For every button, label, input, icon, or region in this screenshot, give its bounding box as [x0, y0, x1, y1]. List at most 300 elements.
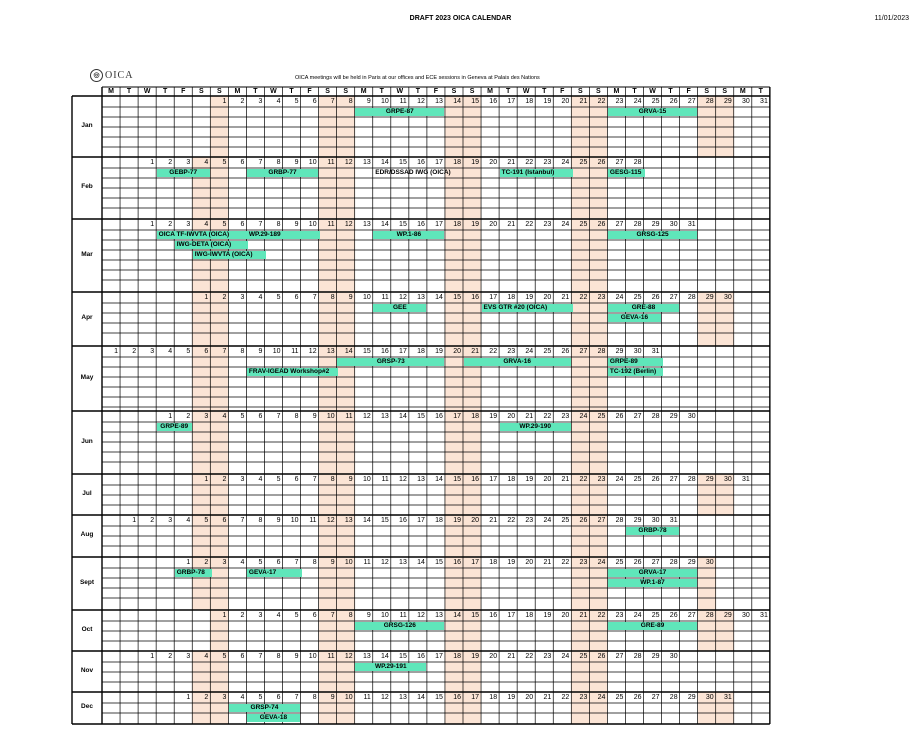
event-bar: WP.1-86 — [373, 231, 444, 239]
event-bar: EDR/DSSAD IWG (OICA) — [375, 168, 451, 176]
day-number: 9 — [348, 476, 353, 483]
weekday-header: F — [560, 88, 565, 95]
day-number: 11 — [363, 559, 371, 566]
day-number: 31 — [651, 348, 660, 355]
day-number: 24 — [579, 413, 588, 420]
day-number: 1 — [222, 98, 227, 105]
day-number: 10 — [272, 348, 281, 355]
month-label: May — [80, 373, 94, 381]
month-label: Oct — [81, 625, 93, 633]
day-number: 1 — [186, 559, 191, 566]
day-number: 27 — [597, 517, 606, 524]
day-number: 7 — [258, 221, 263, 228]
day-number: 5 — [222, 159, 227, 166]
weekday-header: F — [686, 88, 691, 95]
day-number: 11 — [327, 221, 335, 228]
day-number: 11 — [327, 159, 335, 166]
day-number: 2 — [150, 517, 155, 524]
day-number: 8 — [312, 559, 317, 566]
weekday-header: T — [163, 88, 168, 95]
day-number: 23 — [579, 694, 588, 701]
day-number: 21 — [489, 517, 498, 524]
day-number: 1 — [150, 221, 155, 228]
day-number: 22 — [543, 413, 552, 420]
day-number: 15 — [471, 98, 480, 105]
weekday-header: S — [343, 88, 348, 95]
day-number: 19 — [453, 517, 461, 524]
day-number: 25 — [615, 694, 624, 701]
day-number: 5 — [294, 98, 299, 105]
weekday-header: W — [270, 88, 277, 95]
day-number: 14 — [362, 517, 371, 524]
day-number: 26 — [579, 517, 588, 524]
day-number: 11 — [291, 348, 299, 355]
day-number: 2 — [168, 159, 173, 166]
day-number: 9 — [348, 294, 353, 301]
weekday-header: S — [722, 88, 728, 95]
day-number: 17 — [435, 159, 443, 166]
day-number: 2 — [186, 413, 191, 420]
day-number: 16 — [399, 517, 407, 524]
day-number: 10 — [290, 517, 299, 524]
day-number: 24 — [633, 98, 642, 105]
month-label: Jul — [82, 489, 92, 497]
day-number: 8 — [294, 413, 299, 420]
day-number: 12 — [344, 221, 353, 228]
day-number: 25 — [561, 517, 570, 524]
day-number: 22 — [507, 517, 516, 524]
day-number: 7 — [276, 413, 281, 420]
day-number: 9 — [366, 612, 371, 619]
day-number: 25 — [597, 413, 606, 420]
day-number: 9 — [276, 517, 281, 524]
day-number: 7 — [294, 694, 299, 701]
day-number: 20 — [525, 694, 534, 701]
day-number: 23 — [543, 159, 552, 166]
day-number: 19 — [525, 476, 534, 483]
day-number: 28 — [633, 221, 642, 228]
day-number: 29 — [651, 653, 660, 660]
day-number: 4 — [204, 653, 209, 660]
weekday-header: W — [143, 88, 151, 95]
day-number: 27 — [579, 348, 588, 355]
month-label: Nov — [80, 666, 94, 674]
day-number: 3 — [258, 612, 263, 619]
day-number: 4 — [276, 98, 281, 105]
day-number: 29 — [687, 694, 696, 701]
day-number: 19 — [489, 413, 498, 420]
event-bar: GEVA-16 — [608, 314, 661, 322]
day-number: 15 — [471, 612, 480, 619]
day-number: 5 — [294, 612, 299, 619]
event-bar: GRSP-73 — [337, 358, 444, 366]
day-number: 30 — [687, 413, 696, 420]
day-number: 31 — [760, 612, 768, 619]
day-number: 8 — [330, 476, 335, 483]
day-number: 14 — [381, 653, 389, 660]
day-number: 11 — [399, 98, 407, 105]
day-number: 23 — [597, 294, 606, 301]
day-number: 14 — [344, 348, 353, 355]
day-number: 8 — [276, 159, 281, 166]
day-number: 26 — [651, 294, 660, 301]
day-number: 26 — [561, 348, 570, 355]
day-number: 26 — [615, 413, 624, 420]
event-bar: GEVA-17 — [247, 569, 302, 577]
day-number: 12 — [381, 694, 389, 701]
day-number: 24 — [525, 348, 534, 355]
day-number: 2 — [168, 653, 173, 660]
day-number: 23 — [615, 612, 624, 619]
day-number: 12 — [362, 413, 371, 420]
day-number: 4 — [258, 294, 263, 301]
day-number: 1 — [114, 348, 119, 355]
day-number: 28 — [705, 612, 714, 619]
day-number: 18 — [453, 653, 461, 660]
day-number: 3 — [168, 517, 173, 524]
day-number: 19 — [471, 221, 480, 228]
day-number: 20 — [489, 221, 498, 228]
day-number: 18 — [489, 694, 498, 701]
day-number: 13 — [399, 559, 407, 566]
day-number: 18 — [507, 294, 516, 301]
document-title: DRAFT 2023 OICA CALENDAR — [409, 15, 512, 22]
weekday-header: S — [451, 88, 457, 95]
weekday-header: S — [469, 88, 475, 95]
day-number: 8 — [348, 98, 353, 105]
day-number: 11 — [345, 413, 353, 420]
day-number: 29 — [723, 98, 732, 105]
day-number: 25 — [651, 98, 660, 105]
day-number: 2 — [132, 348, 137, 355]
day-number: 24 — [615, 476, 624, 483]
weekday-header: F — [433, 88, 439, 95]
day-number: 14 — [399, 413, 407, 420]
day-number: 29 — [633, 517, 642, 524]
day-number: 11 — [363, 694, 371, 701]
day-number: 16 — [417, 653, 425, 660]
weekday-header: M — [108, 88, 114, 95]
weekday-header: M — [360, 88, 367, 95]
day-number: 21 — [579, 98, 588, 105]
weekday-header: T — [126, 88, 132, 95]
weekday-header: T — [668, 88, 673, 95]
day-number: 23 — [507, 348, 516, 355]
event-bar: WP.29-191 — [355, 663, 426, 671]
day-number: 10 — [381, 98, 389, 105]
day-number: 20 — [525, 559, 534, 566]
day-number: 10 — [362, 294, 371, 301]
day-number: 2 — [240, 612, 245, 619]
day-number: 28 — [633, 653, 642, 660]
day-number: 6 — [204, 348, 209, 355]
day-number: 15 — [435, 559, 443, 566]
day-number: 2 — [204, 694, 209, 701]
day-number: 13 — [399, 694, 407, 701]
day-number: 11 — [399, 612, 407, 619]
day-number: 13 — [417, 294, 425, 301]
day-number: 22 — [489, 348, 498, 355]
day-number: 5 — [204, 517, 209, 524]
day-number: 17 — [489, 294, 498, 301]
day-number: 7 — [330, 98, 335, 105]
day-number: 28 — [687, 294, 696, 301]
day-number: 13 — [435, 98, 443, 105]
day-number: 23 — [543, 221, 552, 228]
day-number: 25 — [579, 159, 588, 166]
day-number: 1 — [132, 517, 137, 524]
weekday-header: M — [613, 88, 620, 95]
day-number: 6 — [258, 413, 263, 420]
day-number: 10 — [344, 694, 353, 701]
event-bar: IWG-IWVTA (OICA) — [193, 251, 266, 259]
day-number: 27 — [651, 559, 660, 566]
day-number: 17 — [453, 413, 461, 420]
day-number: 4 — [276, 612, 281, 619]
day-number: 5 — [186, 348, 191, 355]
weekday-header: T — [505, 88, 511, 95]
day-number: 1 — [204, 476, 209, 483]
day-number: 18 — [435, 517, 443, 524]
day-number: 25 — [615, 559, 624, 566]
day-number: 19 — [471, 159, 480, 166]
day-number: 8 — [276, 221, 281, 228]
day-number: 24 — [561, 221, 570, 228]
day-number: 13 — [326, 348, 335, 355]
day-number: 22 — [597, 612, 606, 619]
day-number: 25 — [543, 348, 552, 355]
day-number: 17 — [435, 653, 443, 660]
day-number: 2 — [222, 476, 227, 483]
day-number: 5 — [258, 559, 263, 566]
day-number: 24 — [615, 294, 624, 301]
day-number: 2 — [240, 98, 245, 105]
day-number: 15 — [435, 694, 443, 701]
weekday-header: W — [649, 88, 656, 95]
day-number: 26 — [597, 221, 606, 228]
day-number: 1 — [204, 294, 209, 301]
day-number: 3 — [240, 476, 245, 483]
day-number: 28 — [597, 348, 606, 355]
day-number: 6 — [312, 98, 317, 105]
day-number: 29 — [615, 348, 624, 355]
day-number: 3 — [186, 159, 191, 166]
day-number: 14 — [453, 98, 461, 105]
event-bar: GEE — [373, 304, 426, 312]
day-number: 12 — [344, 159, 353, 166]
day-number: 11 — [309, 517, 317, 524]
day-number: 7 — [222, 348, 227, 355]
day-number: 8 — [240, 348, 245, 355]
weekday-header: F — [307, 88, 312, 95]
day-number: 6 — [240, 221, 245, 228]
day-number: 29 — [669, 413, 678, 420]
day-number: 9 — [312, 413, 317, 420]
day-number: 10 — [362, 476, 371, 483]
day-number: 9 — [258, 348, 263, 355]
day-number: 23 — [543, 653, 552, 660]
day-number: 26 — [597, 159, 606, 166]
day-number: 16 — [489, 98, 498, 105]
day-number: 17 — [507, 612, 516, 619]
day-number: 12 — [417, 98, 425, 105]
day-number: 28 — [669, 694, 678, 701]
weekday-header: T — [758, 88, 763, 95]
day-number: 8 — [312, 694, 317, 701]
event-bar: GRVA-15 — [608, 108, 697, 116]
day-number: 6 — [240, 159, 245, 166]
day-number: 11 — [327, 653, 335, 660]
day-number: 12 — [326, 517, 335, 524]
day-number: 24 — [561, 653, 570, 660]
event-bar: GRSG-125 — [608, 231, 697, 239]
weekday-header: S — [704, 88, 709, 95]
day-number: 18 — [453, 221, 461, 228]
day-number: 16 — [435, 413, 443, 420]
day-number: 27 — [687, 612, 696, 619]
event-bar: GRPE-89 — [157, 423, 192, 431]
day-number: 31 — [723, 694, 732, 701]
day-number: 25 — [579, 221, 588, 228]
month-label: Jun — [81, 437, 93, 445]
day-number: 18 — [507, 476, 516, 483]
day-number: 21 — [507, 653, 516, 660]
day-number: 26 — [633, 559, 642, 566]
day-number: 22 — [525, 159, 534, 166]
weekday-header: T — [542, 88, 547, 95]
weekday-header: S — [325, 88, 330, 95]
day-number: 13 — [381, 413, 389, 420]
day-number: 18 — [471, 413, 480, 420]
day-number: 5 — [222, 221, 227, 228]
day-number: 24 — [633, 612, 642, 619]
day-number: 21 — [561, 294, 570, 301]
day-number: 6 — [276, 694, 281, 701]
day-number: 15 — [453, 476, 461, 483]
day-number: 16 — [417, 221, 425, 228]
day-number: 12 — [399, 294, 407, 301]
day-number: 19 — [507, 559, 516, 566]
day-number: 16 — [489, 612, 498, 619]
event-bar: GRE-89 — [608, 622, 697, 630]
day-number: 15 — [399, 653, 407, 660]
day-number: 15 — [381, 517, 389, 524]
day-number: 21 — [561, 476, 570, 483]
event-bar: GRSP-74 — [229, 704, 300, 712]
day-number: 3 — [258, 98, 263, 105]
weekday-header: S — [577, 88, 583, 95]
day-number: 7 — [312, 294, 317, 301]
day-number: 14 — [435, 476, 443, 483]
weekday-header: T — [379, 88, 384, 95]
day-number: 22 — [525, 653, 534, 660]
month-label: Feb — [81, 183, 93, 190]
day-number: 30 — [723, 294, 732, 301]
day-number: 21 — [543, 694, 552, 701]
event-bar: EVS GTR #20 (OICA) — [482, 304, 573, 312]
day-number: 7 — [312, 476, 317, 483]
day-number: 13 — [362, 653, 371, 660]
day-number: 9 — [294, 653, 299, 660]
day-number: 3 — [240, 294, 245, 301]
day-number: 20 — [471, 517, 480, 524]
day-number: 25 — [651, 612, 660, 619]
day-number: 30 — [669, 221, 678, 228]
day-number: 24 — [597, 694, 606, 701]
day-number: 12 — [344, 653, 353, 660]
day-number: 26 — [669, 612, 678, 619]
day-number: 25 — [633, 476, 642, 483]
day-number: 19 — [471, 653, 480, 660]
day-number: 26 — [651, 476, 660, 483]
day-number: 11 — [381, 476, 389, 483]
day-number: 13 — [435, 612, 443, 619]
day-number: 21 — [507, 159, 516, 166]
month-label: Aug — [80, 531, 94, 538]
day-number: 15 — [399, 221, 407, 228]
day-number: 27 — [651, 694, 660, 701]
day-number: 28 — [633, 159, 642, 166]
day-number: 1 — [168, 413, 173, 420]
day-number: 20 — [507, 413, 516, 420]
day-number: 12 — [308, 348, 317, 355]
day-number: 22 — [525, 221, 534, 228]
day-number: 5 — [240, 413, 245, 420]
day-number: 28 — [615, 517, 624, 524]
day-number: 3 — [186, 221, 191, 228]
day-number: 2 — [204, 559, 209, 566]
event-bar: GRE-88 — [608, 304, 679, 312]
day-number: 19 — [525, 294, 534, 301]
day-number: 8 — [348, 612, 353, 619]
day-number: 5 — [258, 694, 263, 701]
event-bar: GRVA-17 — [608, 569, 697, 577]
day-number: 20 — [561, 612, 570, 619]
day-number: 24 — [597, 559, 606, 566]
day-number: 8 — [276, 653, 281, 660]
day-number: 29 — [705, 294, 714, 301]
day-number: 27 — [669, 476, 678, 483]
day-number: 13 — [362, 221, 371, 228]
event-bar: FRAV-IGEAD Workshop#2 — [247, 368, 338, 376]
day-number: 7 — [330, 612, 335, 619]
day-number: 30 — [705, 559, 714, 566]
day-number: 17 — [399, 348, 407, 355]
day-number: 29 — [705, 476, 714, 483]
day-number: 6 — [222, 517, 227, 524]
event-bar: IWG-DETA (OICA) — [175, 241, 248, 249]
event-bar: WP.29-189 — [247, 231, 320, 239]
day-number: 20 — [453, 348, 461, 355]
day-number: 6 — [312, 612, 317, 619]
day-number: 28 — [669, 559, 678, 566]
day-number: 30 — [633, 348, 642, 355]
weekday-header: W — [522, 88, 530, 95]
day-number: 17 — [489, 476, 498, 483]
day-number: 31 — [760, 98, 768, 105]
weekday-header: M — [234, 88, 241, 95]
weekday-header: S — [198, 88, 204, 95]
day-number: 19 — [507, 694, 516, 701]
day-number: 4 — [204, 221, 209, 228]
day-number: 22 — [579, 476, 588, 483]
day-number: 27 — [669, 294, 678, 301]
day-number: 5 — [276, 476, 281, 483]
day-number: 30 — [705, 694, 714, 701]
month-label: Sept — [79, 578, 95, 586]
day-number: 7 — [240, 517, 245, 524]
day-number: 4 — [258, 476, 263, 483]
